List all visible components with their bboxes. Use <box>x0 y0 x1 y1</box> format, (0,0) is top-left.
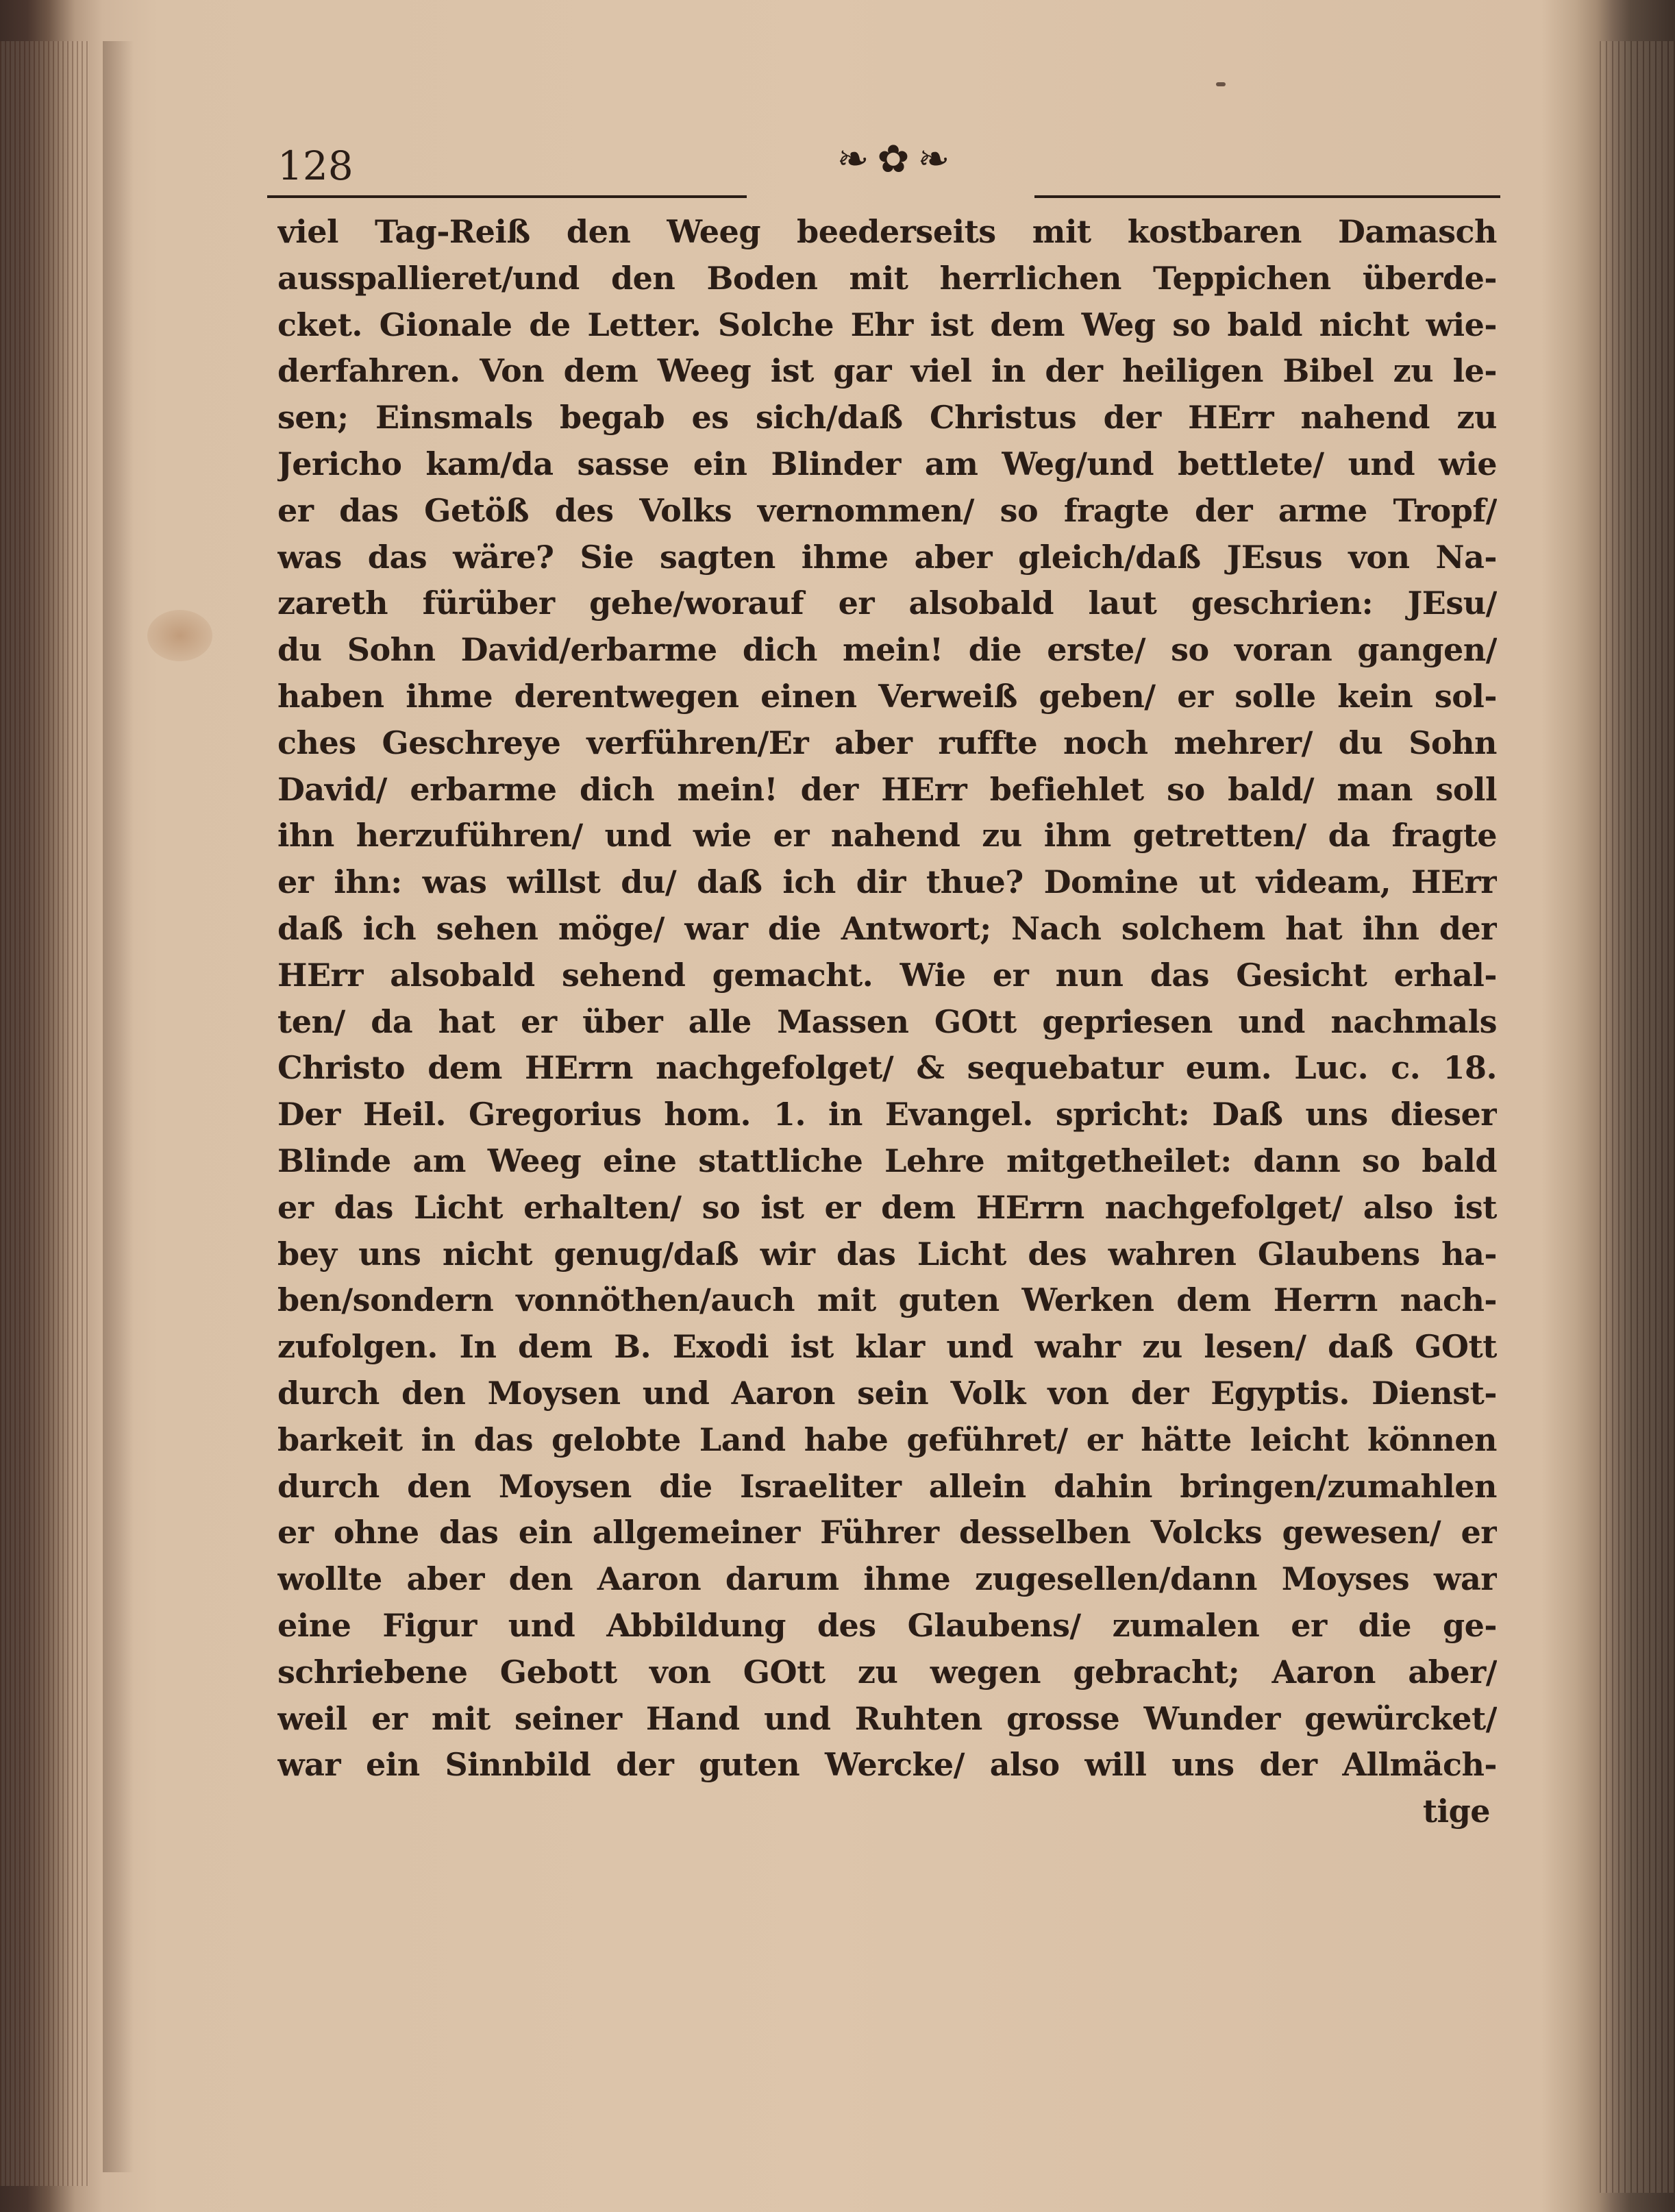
text-line: du Sohn David/erbarme dich mein! die erste/ so voran gangen/ <box>277 631 1497 669</box>
text-line: er das Licht erhalten/ so ist er dem HErrn nachgefolget/ also ist <box>277 1188 1497 1226</box>
text-line: haben ihme derentwegen einen Verweiß geben/ er solle kein sol- <box>277 677 1497 715</box>
text-line: Der Heil. Gregorius hom. 1. in Evangel. spricht: Daß uns dieser <box>277 1096 1497 1133</box>
header-rule-right <box>1034 195 1500 198</box>
text-line: schriebene Gebott von GOtt zu wegen gebracht; Aaron aber/ <box>277 1653 1497 1691</box>
text-line: David/ erbarme dich mein! der HErr befiehlet so bald/ man soll <box>277 770 1497 808</box>
text-line: derfahren. Von dem Weeg ist gar viel in der heiligen Bibel zu le- <box>277 352 1497 390</box>
text-line: barkeit in das gelobte Land habe geführet/ er hätte leicht können <box>277 1421 1497 1458</box>
ink-speck <box>1216 82 1226 86</box>
text-line: zufolgen. In dem B. Exodi ist klar und wahr zu lesen/ daß GOtt <box>277 1328 1497 1366</box>
text-line: er das Getöß des Volks vernommen/ so fragte der arme Tropf/ <box>277 491 1497 529</box>
text-line: durch den Moysen die Israeliter allein dahin bringen/zumahlen <box>277 1467 1497 1505</box>
page-header <box>267 137 1500 192</box>
text-line: Jericho kam/da sasse ein Blinder am Weg/und bettlete/ und wie <box>277 445 1497 482</box>
text-line: ausspallieret/und den Boden mit herrlichen Teppichen überde- <box>277 259 1497 297</box>
text-line: daß ich sehen möge/ war die Antwort; Nach solchem hat ihn der <box>277 909 1497 947</box>
page-stack-right <box>1600 41 1675 2193</box>
catchword: tige <box>1422 1793 1490 1830</box>
text-line: er ohne das ein allgemeiner Führer desselben Volcks gewesen/ er <box>277 1514 1497 1551</box>
text-line: eine Figur und Abbildung des Glaubens/ zumalen er die ge- <box>277 1606 1497 1644</box>
text-line: Christo dem HErrn nachgefolget/ & sequebatur eum. Luc. c. 18. <box>277 1049 1497 1087</box>
header-rule-left <box>267 195 747 198</box>
text-line: er ihn: was willst du/ daß ich dir thue? Domine ut videam, HErr <box>277 863 1497 901</box>
text-line: HErr alsobald sehend gemacht. Wie er nun das Gesicht erhal- <box>277 956 1497 994</box>
page-stack-left <box>0 41 89 2186</box>
text-line: sen; Einsmals begab es sich/daß Christus der HErr nahend zu <box>277 399 1497 437</box>
paper-stain <box>147 610 212 661</box>
text-line: war ein Sinnbild der guten Wercke/ also will uns der Allmäch- <box>277 1746 1497 1784</box>
text-line: weil er mit seiner Hand und Ruhten grosse Wunder gewürcket/ <box>277 1699 1497 1737</box>
text-line: ben/sondern vonnöthen/auch mit guten Werken dem Herrn nach- <box>277 1281 1497 1319</box>
body-text <box>277 209 1497 1835</box>
header-ornament: ❧✿❧ <box>836 137 958 182</box>
text-line: ten/ da hat er über alle Massen GOtt gepriesen und nachmals <box>277 1003 1497 1040</box>
text-line: wollte aber den Aaron darum ihme zugesellen/dann Moyses war <box>277 1560 1497 1598</box>
book-gutter <box>103 41 134 2172</box>
text-line: was das wäre? Sie sagten ihme aber gleich/daß JEsus von Na- <box>277 538 1497 576</box>
text-line: durch den Moysen und Aaron sein Volk von der Egyptis. Dienst- <box>277 1374 1497 1412</box>
text-line: bey uns nicht genug/daß wir das Licht des wahren Glaubens ha- <box>277 1235 1497 1273</box>
text-line: zareth fürüber gehe/worauf er alsobald laut geschrien: JEsu/ <box>277 585 1497 622</box>
page-number: 128 <box>277 143 353 189</box>
text-line: cket. Gionale de Letter. Solche Ehr ist dem Weg so bald nicht wie- <box>277 306 1497 343</box>
text-line: ches Geschreye verführen/Er aber ruffte noch mehrer/ du Sohn <box>277 724 1497 761</box>
text-line: Blinde am Weeg eine stattliche Lehre mitgetheilet: dann so bald <box>277 1142 1497 1179</box>
text-line: viel Tag-Reiß den Weeg beederseits mit kostbaren Damasch <box>277 213 1497 250</box>
text-line: ihn herzuführen/ und wie er nahend zu ihm getretten/ da fragte <box>277 817 1497 855</box>
